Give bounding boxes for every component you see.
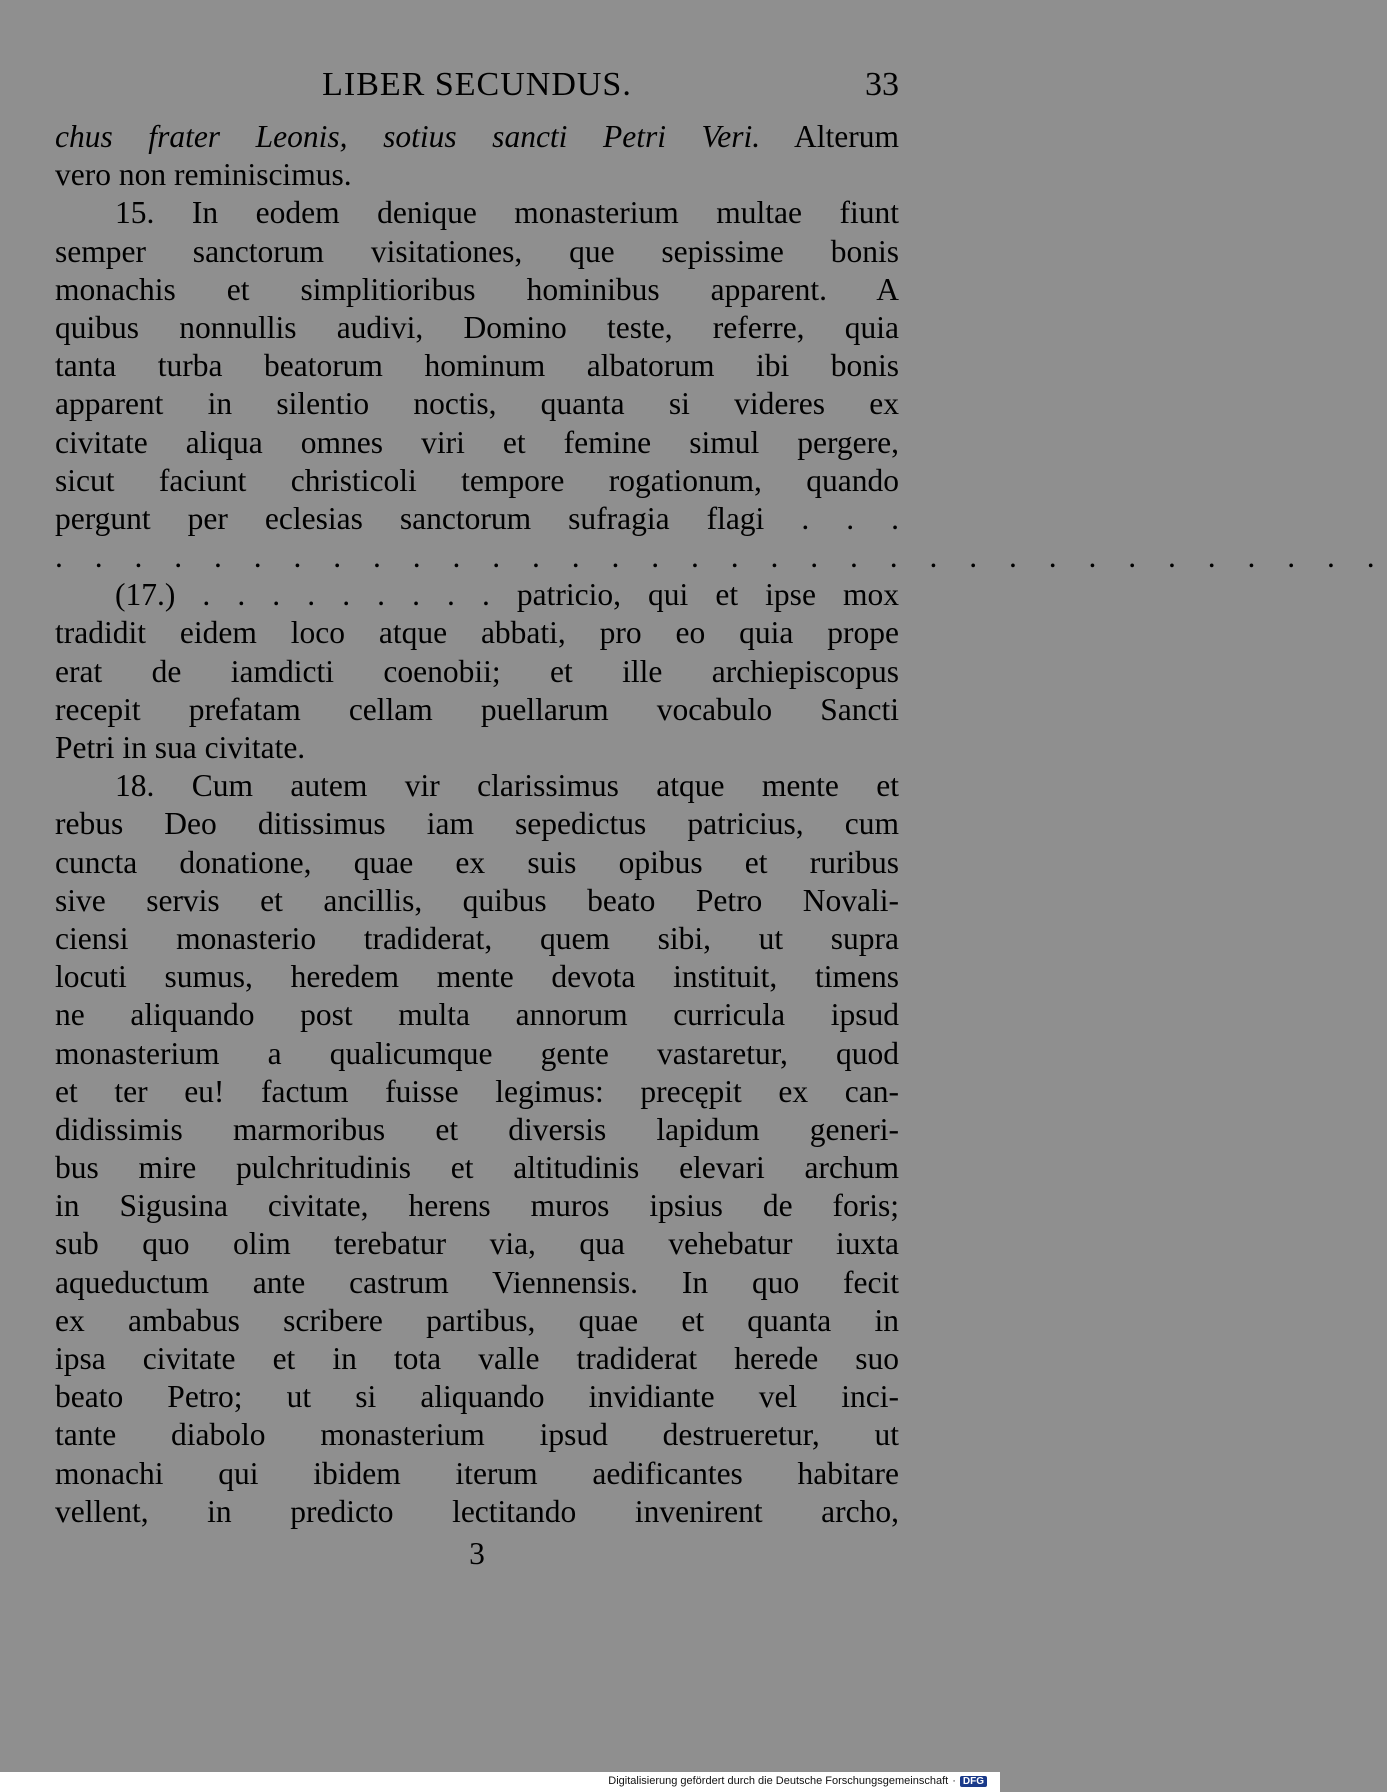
text-line [55,1416,899,1454]
text-line [55,1149,899,1187]
text-segment: Petri in sua civitate. [55,730,306,765]
text-line [55,118,899,156]
text-segment: vero non reminiscimus. [55,157,352,193]
text-segment: 15. In eodem denique monasterium multae fiunt [115,195,899,231]
text-segment: bus mire pulchritudinis et altitudinis elevari archum [55,1150,899,1186]
text-segment: . . . . . . . . . . . . . . . . . . . . . . . . . . . . . . . . . . [55,539,1387,575]
text-segment: ne aliquando post multa annorum curricula ipsud [55,997,899,1033]
text-segment: et ter eu! factum fuisse legimus: precępit ex can- [55,1073,899,1109]
text-segment: monachi qui ibidem iterum aedificantes habitare [55,1455,899,1491]
text-line [55,576,899,614]
running-title: LIBER SECUNDUS. [322,66,632,103]
text-segment: recepit prefatam cellam puellarum vocabulo Sancti [55,691,899,727]
text-segment: semper sanctorum visitationes, que sepissime bonis [55,233,899,269]
text-line [55,691,899,729]
signature-mark: 3 [469,1535,485,1571]
body-text [55,118,1387,1531]
text-segment: tanta turba beatorum hominum albatorum ibi bonis [55,348,899,384]
text-line [55,958,899,996]
text-line [55,1302,899,1340]
text-line [55,385,899,423]
text-segment: erat de iamdicti coenobii; et ille archiepiscopus [55,653,899,689]
text-segment: aqueductum ante castrum Viennensis. In quo fecit [55,1264,899,1300]
text-line [55,1455,899,1493]
text-line [55,1493,899,1531]
text-line [55,500,899,538]
text-segment: 18. Cum autem vir clarissimus atque mente et [115,768,899,804]
text-line [55,1264,899,1302]
text-segment: quibus nonnullis audivi, Domino teste, referre, quia [55,309,899,345]
text-segment: ex ambabus scribere partibus, quae et quanta in [55,1302,899,1338]
text-segment: didissimis marmoribus et diversis lapidum generi- [55,1111,899,1147]
text-line [55,614,899,652]
text-segment: ciensi monasterio tradiderat, quem sibi, ut supra [55,920,899,956]
text-segment: sive servis et ancillis, quibus beato Petro Novali- [55,882,899,918]
text-segment: ipsa civitate et in tota valle tradiderat herede suo [55,1341,899,1376]
text-line [55,424,899,462]
text-line [55,844,899,882]
text-line [55,729,899,767]
text-segment: in Sigusina civitate, herens muros ipsius de foris; [55,1188,899,1224]
page-header [55,66,899,118]
text-segment: Alterum [760,119,899,154]
text-line [55,920,899,958]
text-line [55,1378,899,1416]
book-page [55,66,1387,1573]
text-segment: civitate aliqua omnes viri et femine simul pergere, [55,424,899,460]
text-segment: tante diabolo monasterium ipsud destrueretur, ut [55,1417,899,1453]
digitization-footer: Digitalisierung gefördert durch die Deutsche Forschungsgemeinschaft · DFG [605,1774,990,1788]
text-line [55,1187,899,1225]
text-segment: apparent in silentio noctis, quanta si videres ex [55,386,899,422]
page-number: 33 [865,66,899,103]
text-segment: sub quo olim terebatur via, qua vehebatur iuxta [55,1226,899,1262]
text-segment: monachis et simplitioribus hominibus apparent. A [55,271,899,307]
footer-credit: Digitalisierung gefördert durch die Deutsche Forschungsgemeinschaft [608,1775,949,1787]
text-line [55,805,899,843]
text-line [55,653,899,691]
text-line [55,1073,899,1111]
text-line [55,882,899,920]
text-line [55,996,899,1034]
text-segment: tradidit eidem loco atque abbati, pro eo quia prope [55,615,899,651]
text-segment: monasterium a qualicumque gente vastaretur, quod [55,1035,899,1071]
text-line [55,1225,899,1263]
text-line [55,194,899,232]
text-segment: rebus Deo ditissimus iam sepedictus patricius, cum [55,806,899,842]
text-segment: locuti sumus, heredem mente devota instituit, timens [55,959,899,995]
text-segment: (17.) . . . . . . . . . patricio, qui et ipse mox [115,577,899,613]
text-line [55,233,899,271]
text-line [55,1111,899,1149]
text-line [55,538,1387,576]
text-segment: beato Petro; ut si aliquando invidiante vel inci- [55,1379,899,1415]
text-line [55,271,899,309]
text-segment: cuncta donatione, quae ex suis opibus et ruribus [55,844,899,880]
text-line [55,767,899,805]
text-line [55,1340,899,1378]
text-segment: vellent, in predicto lectitando invenirent archo, [55,1493,899,1529]
text-line [55,462,899,500]
text-segment: sicut faciunt christicoli tempore rogationum, quando [55,462,899,498]
dfg-logo: DFG [960,1776,987,1787]
text-segment: pergunt per eclesias sanctorum sufragia flagi . . . [55,500,899,536]
text-line [55,156,899,194]
text-line [55,347,899,385]
text-line [55,1035,899,1073]
text-line [55,309,899,347]
italic-text: chus frater Leonis, sotius sancti Petri Veri. [55,119,761,154]
